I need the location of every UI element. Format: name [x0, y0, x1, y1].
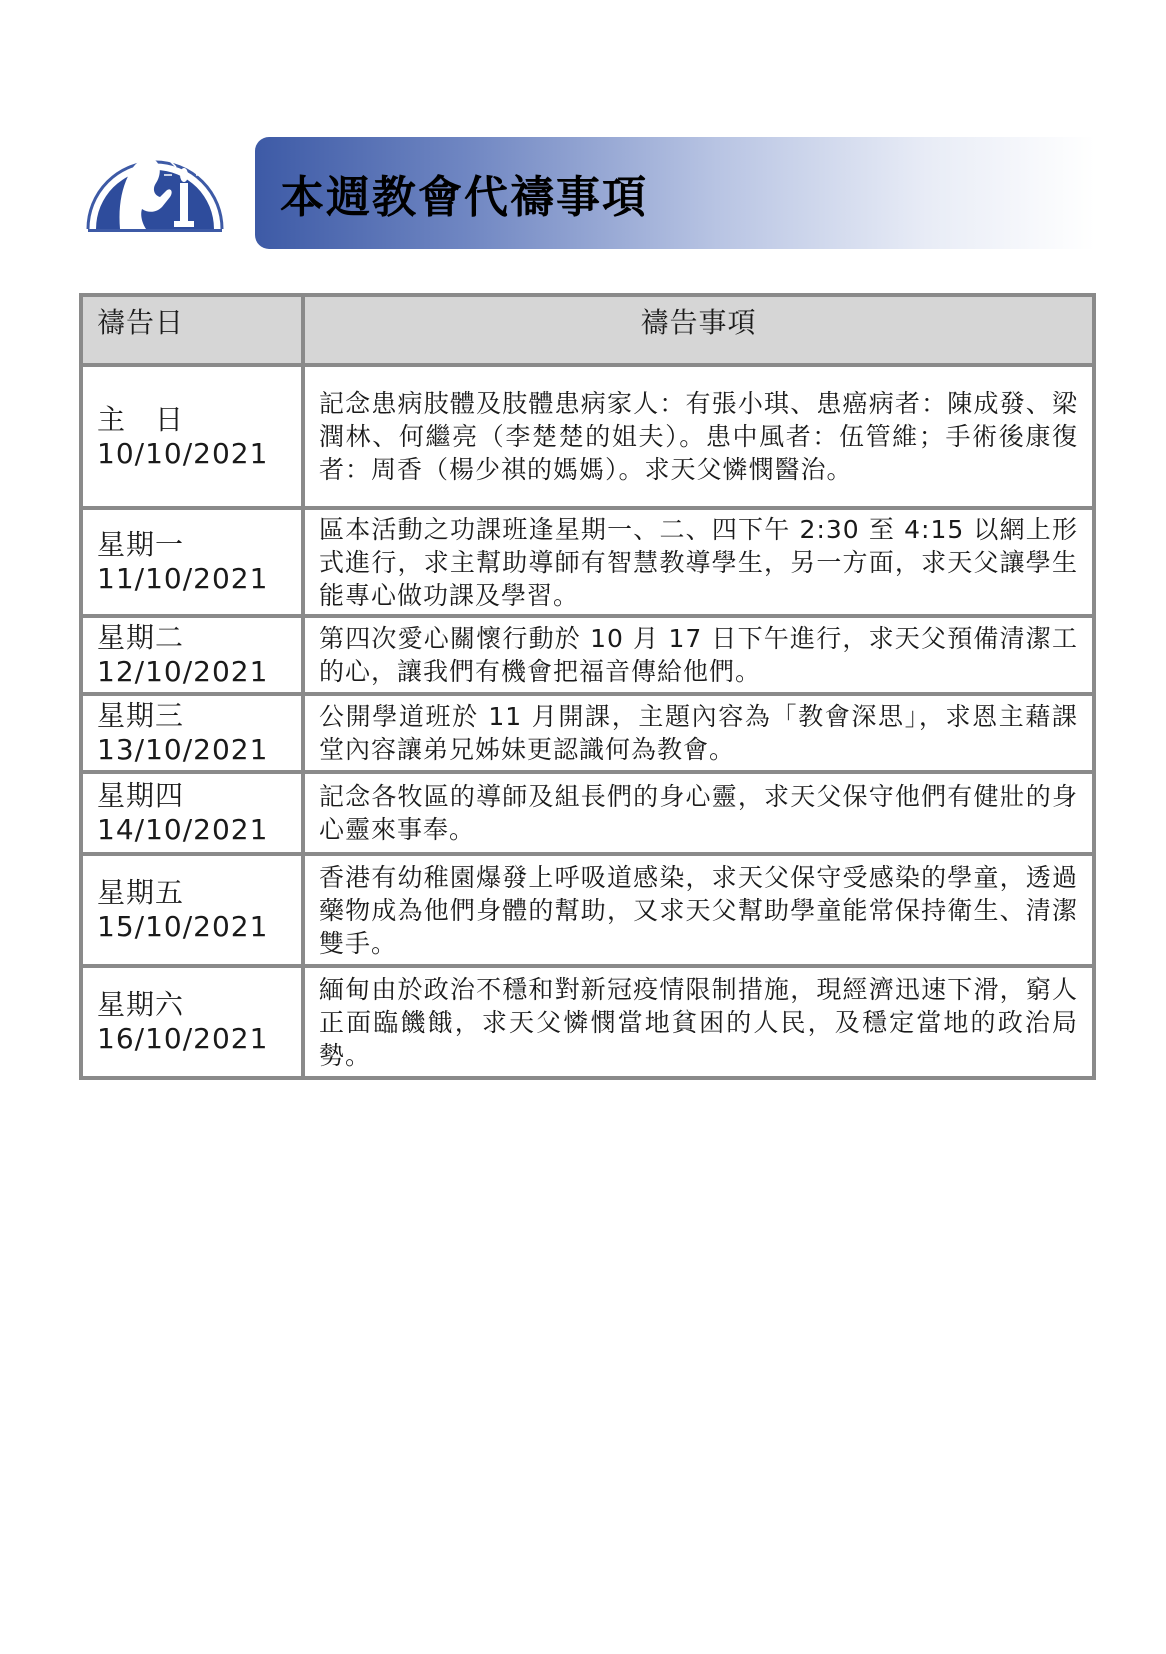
- date-label: 15/10/2021: [97, 910, 269, 943]
- prayer-item: 第四次愛心關懷行動於 10 月 17 日下午進行，求天父預備清潔工的心，讓我們有機會把福音傳給他們。: [303, 616, 1094, 694]
- day-label: 星期六: [97, 988, 185, 1021]
- date-label: 14/10/2021: [97, 813, 269, 846]
- prayer-item: 香港有幼稚園爆發上呼吸道感染，求天父保守受感染的學童，透過藥物成為他們身體的幫助，又求天父幫助學童能常保持衛生、清潔雙手。: [303, 854, 1094, 966]
- day-cell: [81, 508, 303, 616]
- prayer-item: 記念各牧區的導師及組長們的身心靈，求天父保守他們有健壯的身心靈來事奉。: [303, 772, 1094, 854]
- table-row: [81, 694, 1094, 772]
- prayer-table: [79, 293, 1096, 1080]
- day-label: 主 日: [97, 402, 185, 436]
- table-row: [81, 966, 1094, 1078]
- day-cell: [81, 772, 303, 854]
- day-label: 星期一: [97, 528, 185, 561]
- prayer-item: 緬甸由於政治不穩和對新冠疫情限制措施，現經濟迅速下滑，窮人正面臨饑餓，求天父憐憫當地貧困的人民，及穩定當地的政治局勢。: [303, 966, 1094, 1078]
- table-header-row: [81, 295, 1094, 365]
- date-label: 11/10/2021: [97, 562, 269, 595]
- day-label: 星期四: [97, 779, 185, 812]
- church-logo-icon: [80, 125, 230, 237]
- day-label: 星期五: [97, 876, 185, 909]
- prayer-item: 公開學道班於 11 月開課，主題內容為「教會深思」，求恩主藉課堂內容讓弟兄姊妹更認識何為教會。: [303, 694, 1094, 772]
- day-cell: [81, 854, 303, 966]
- column-header-day: 禱告日: [81, 295, 303, 365]
- date-label: 16/10/2021: [97, 1022, 269, 1055]
- day-cell: [81, 966, 303, 1078]
- table-row: [81, 365, 1094, 508]
- day-cell: [81, 365, 303, 508]
- date-label: 12/10/2021: [97, 655, 269, 688]
- table-row: [81, 616, 1094, 694]
- day-cell: [81, 616, 303, 694]
- prayer-item: 區本活動之功課班逢星期一、二、四下午 2:30 至 4:15 以網上形式進行，求主幫助導師有智慧教導學生，另一方面，求天父讓學生能專心做功課及學習。: [303, 508, 1094, 616]
- day-label: 星期三: [97, 699, 185, 732]
- day-cell: [81, 694, 303, 772]
- date-label: 13/10/2021: [97, 733, 269, 766]
- prayer-item: 記念患病肢體及肢體患病家人：有張小琪、患癌病者：陳成發、梁潤林、何繼亮（李楚楚的姐夫）。患中風者：伍管維；手術後康復者：周香（楊少祺的媽媽）。求天父憐憫醫治。: [303, 365, 1094, 508]
- table-row: [81, 508, 1094, 616]
- day-label: 星期二: [97, 621, 185, 654]
- table-row: [81, 772, 1094, 854]
- page-title: 本週教會代禱事項: [280, 172, 648, 223]
- table-row: [81, 854, 1094, 966]
- date-label: 10/10/2021: [97, 436, 269, 470]
- column-header-item: 禱告事項: [303, 295, 1094, 365]
